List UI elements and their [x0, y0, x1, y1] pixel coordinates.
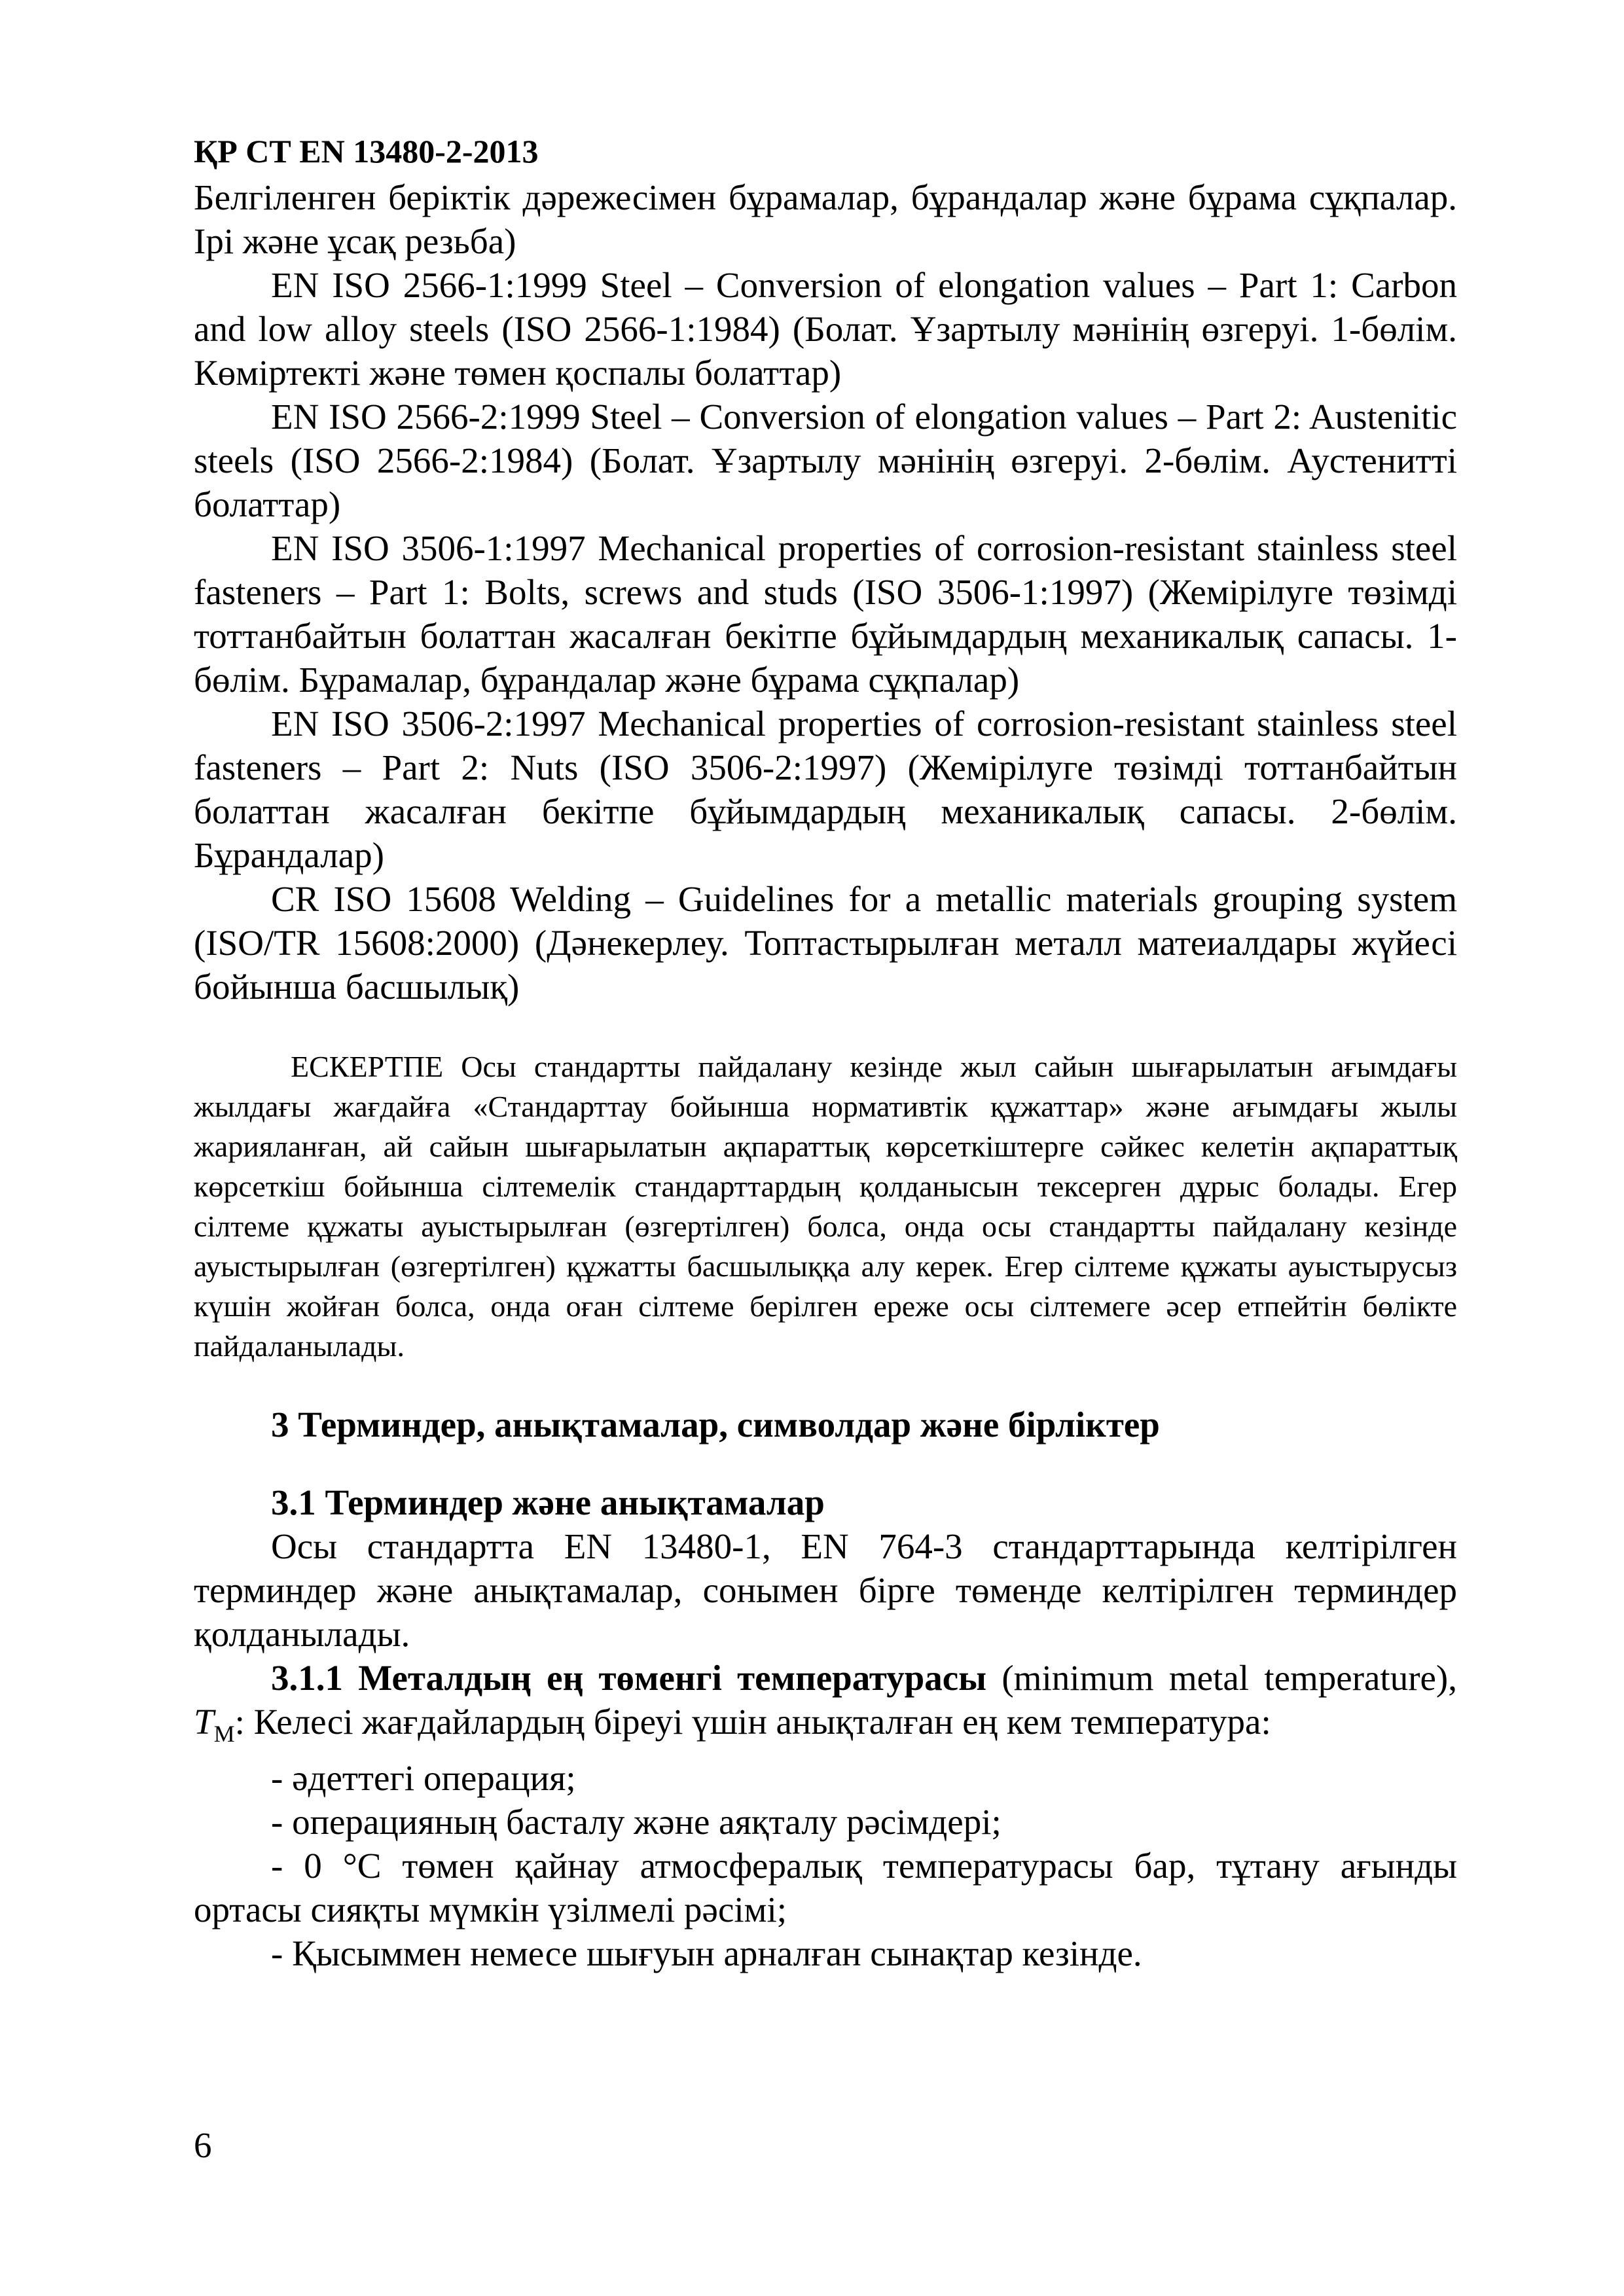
standard-code-header: ҚР СТ EN 13480-2-2013 [194, 133, 539, 170]
page-content [194, 175, 1457, 1975]
symbol-subscript: M [213, 1721, 235, 1747]
reference-item: EN ISO 2566-2:1999 Steel – Conversion of elongation values – Part 2: Austenitic steels (ISO 2566-2:1984) (Болат. Ұзартылу мәнінің өзгеруі. 2-бөлім. Аустенитті болаттар) [194, 397, 1457, 524]
definition-3-1-1 [194, 1656, 1457, 1756]
symbol-letter: T [194, 1702, 214, 1742]
section-3-1-heading: 3.1 Терминдер және анықтамалар [271, 1482, 825, 1522]
definition-list-item: - операцияның басталу және аяқталу рәсімдері; [271, 1802, 1001, 1842]
section-3-heading: 3 Терминдер, анықтамалар, символдар және бірліктер [271, 1405, 1160, 1444]
page-number: 6 [194, 2125, 212, 2165]
reference-item: EN ISO 2566-1:1999 Steel – Conversion of elongation values – Part 1: Carbon and low alloy steels (ISO 2566-1:1984) (Болат. Ұзартылу мәнінің өзгеруі. 1-бөлім. Көміртекті және төмен қоспалы болаттар) [194, 265, 1457, 393]
definition-list-item: - 0 °С төмен қайнау атмосфералық температурасы бар, тұтану ағынды ортасы сияқты мүмкін үзілмелі рәсімі; [194, 1846, 1457, 1929]
definition-list-item: - әдеттегі операция; [271, 1758, 576, 1798]
note-paragraph: ЕСКЕРТПЕ Осы стандартты пайдалану кезінде жыл сайын шығарылатын ағымдағы жылдағы жағдайға «Стандарттау бойынша нормативтік құжаттар» және ағымдағы жылы жарияланған, ай сайын шығарылатын ақпараттық көрсеткіштерге сәйкес келетін ақпараттық көрсеткіш бойынша сілтемелік стандарттардың қолданысын тексерген дұрыс болады. Егер сілтеме құжаты ауыстырылған (өзгертілген) болса, онда осы стандартты пайдалану кезінде ауыстырылған (өзгертілген) құжатты басшылыққа алу керек. Егер сілтеме құжаты ауыстырусыз күшін жойған болса, онда оған сілтеме берілген ереже осы сілтемеге әсер етпейтін бөлікте пайдаланылады. [194, 1050, 1457, 1363]
term-symbol [194, 1702, 235, 1747]
reference-item: CR ISO 15608 Welding – Guidelines for a metallic materials grouping system (ISO/TR 15608:2000) (Дәнекерлеу. Топтастырылған металл матеиалдары жүйесі бойынша басшылық) [194, 879, 1457, 1007]
reference-item: EN ISO 3506-2:1997 Mechanical properties of corrosion-resistant stainless steel fasteners – Part 2: Nuts (ISO 3506-2:1997) (Жемірілуге төзімді тоттанбайтын болаттан жасалған бекітпе бұйымдардың механикалық сапасы. 2-бөлім. Бұрандалар) [194, 704, 1457, 875]
section-3-1-intro: Осы стандартта EN 13480-1, EN 764-3 стандарттарында келтірілген терминдер және анықтамалар, сонымен бірге төменде келтірілген терминдер қолданылады. [194, 1526, 1457, 1654]
term-name: 3.1.1 Металдың ең төменгі температурасы [271, 1658, 987, 1698]
definition-list-item: - Қысыммен немесе шығуын арналған сынақтар кезінде. [271, 1933, 1142, 1973]
term-definition: : Келесі жағдайлардың біреуі үшін анықталған ең кем температура: [234, 1702, 1271, 1742]
term-english: (minimum metal temperature), [1001, 1658, 1458, 1698]
reference-item: EN ISO 3506-1:1997 Mechanical properties of corrosion-resistant stainless steel fasteners – Part 1: Bolts, screws and studs (ISO 3506-1:1997) (Жемірілуге төзімді тоттанбайтын болаттан жасалған бекітпе бұйымдардың механикалық сапасы. 1-бөлім. Бұрамалар, бұрандалар және бұрама сұқпалар) [194, 528, 1457, 700]
reference-continuation: Белгіленген беріктік дәрежесімен бұрамалар, бұрандалар және бұрама сұқпалар. Ірі және ұсақ резьба) [194, 177, 1457, 261]
